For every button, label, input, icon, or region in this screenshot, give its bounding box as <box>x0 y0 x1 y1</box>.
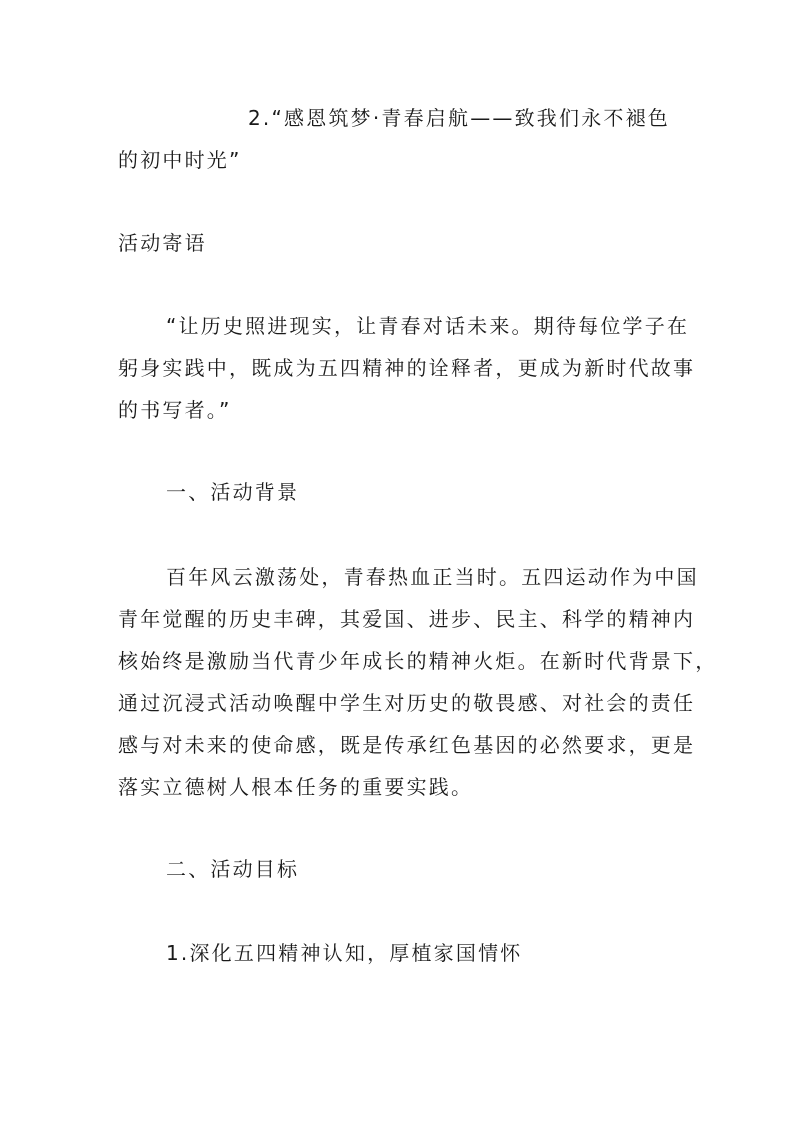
paragraph-line: 感与对未来的使命感，既是传承红色基因的必然要求，更是 <box>118 733 696 757</box>
subheading-goal-1: 1.深化五四精神认知，厚植家国情怀 <box>166 941 523 965</box>
section-heading-background: 一、活动背景 <box>166 480 300 504</box>
paragraph-line: 百年风云激荡处，青春热血正当时。五四运动作为中国 <box>166 565 699 589</box>
section-heading-goals: 二、活动目标 <box>166 857 300 881</box>
document-title-line-2: 的初中时光” <box>118 148 242 172</box>
motto-line: 的书写者。” <box>118 398 232 422</box>
motto-label: 活动寄语 <box>118 231 207 255</box>
document-title-line-1: 2.“感恩筑梦·青春启航——致我们永不褪色 <box>248 106 671 130</box>
paragraph-line: 青年觉醒的历史丰碑，其爱国、进步、民主、科学的精神内 <box>118 607 696 631</box>
paragraph-line: 通过沉浸式活动唤醒中学生对历史的敬畏感、对社会的责任 <box>118 691 696 715</box>
paragraph-line: 核始终是激励当代青少年成长的精神火炬。在新时代背景下， <box>118 649 718 673</box>
motto-line: “让历史照进现实，让青春对话未来。期待每位学子在 <box>166 314 690 338</box>
paragraph-line: 落实立德树人根本任务的重要实践。 <box>118 775 474 799</box>
motto-line: 躬身实践中，既成为五四精神的诠释者，更成为新时代故事 <box>118 356 696 380</box>
